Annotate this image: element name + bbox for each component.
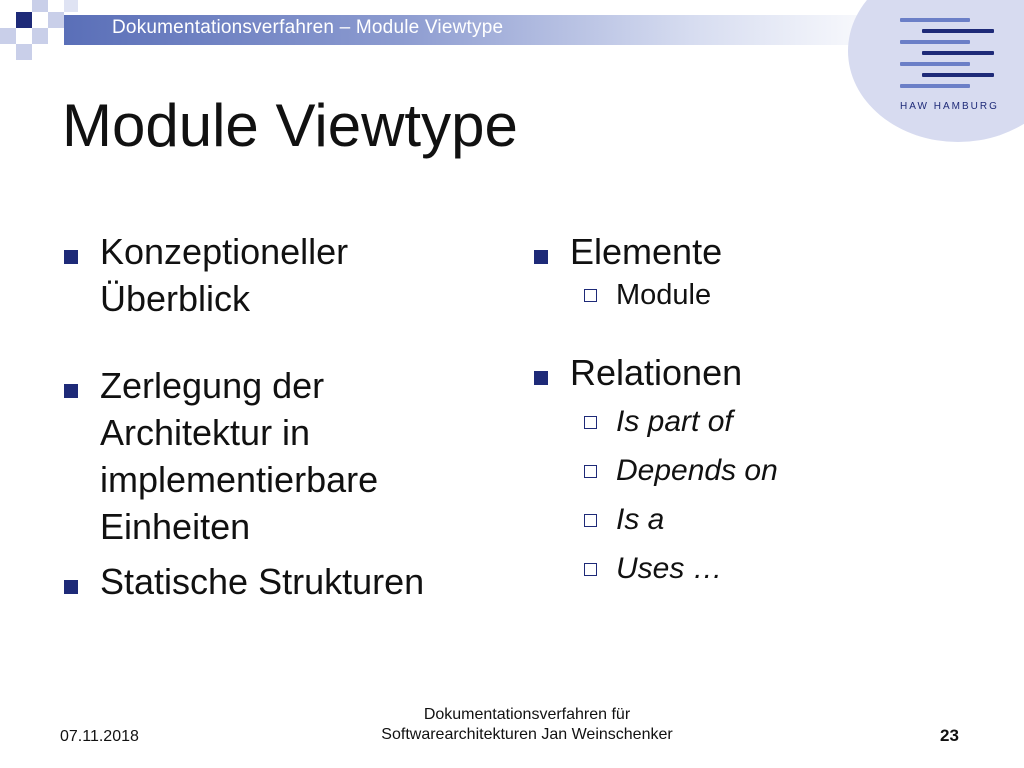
bullet-square-icon xyxy=(534,250,548,264)
bullet-text: Konzeptioneller Überblick xyxy=(100,231,349,319)
sub-bullet-item xyxy=(532,451,972,491)
sub-bullet-text: Is a xyxy=(616,503,665,536)
footer-center-text xyxy=(312,705,742,745)
bullet-item xyxy=(532,349,972,396)
bullet-text: Statische Strukturen xyxy=(100,561,425,602)
bullet-item xyxy=(532,228,972,275)
page-number: 23 xyxy=(940,726,959,745)
bullet-square-icon xyxy=(64,250,78,264)
bullet-hollow-square-icon xyxy=(584,465,597,478)
sub-bullet-item xyxy=(532,275,972,315)
bullet-item xyxy=(62,558,502,605)
sub-bullet-item xyxy=(532,500,972,540)
header-text: Dokumentationsverfahren – Module Viewtype xyxy=(112,17,504,38)
sub-bullet-text: Depends on xyxy=(616,454,778,487)
logo-text: HAW HAMBURG xyxy=(900,101,999,112)
bullet-text: Relationen xyxy=(570,352,743,393)
bullet-item xyxy=(62,362,502,550)
bullet-square-icon xyxy=(64,384,78,398)
sub-bullet-text: Module xyxy=(616,279,712,311)
bullet-hollow-square-icon xyxy=(584,563,597,576)
bullet-hollow-square-icon xyxy=(584,289,597,302)
sub-bullet-item xyxy=(532,402,972,442)
bullet-square-icon xyxy=(64,580,78,594)
footer-line-2: Softwarearchitekturen Jan Weinschenker xyxy=(381,726,673,743)
footer-date: 07.11.2018 xyxy=(60,728,139,745)
sub-bullet-text: Is part of xyxy=(616,405,733,438)
bullet-square-icon xyxy=(534,371,548,385)
haw-logo-icon xyxy=(898,18,998,98)
bullet-text: Zerlegung der Architektur in implementierbare Einheiten xyxy=(100,365,379,547)
footer-line-1: Dokumentationsverfahren für xyxy=(423,706,631,723)
right-column xyxy=(532,228,972,589)
bullet-hollow-square-icon xyxy=(584,514,597,527)
left-column xyxy=(62,228,502,605)
bullet-item xyxy=(62,228,502,322)
bullet-text: Elemente xyxy=(570,231,723,272)
sub-bullet-text: Uses … xyxy=(616,552,723,585)
slide-title: Module Viewtype xyxy=(62,92,518,159)
bullet-hollow-square-icon xyxy=(584,416,597,429)
sub-bullet-item xyxy=(532,549,972,589)
